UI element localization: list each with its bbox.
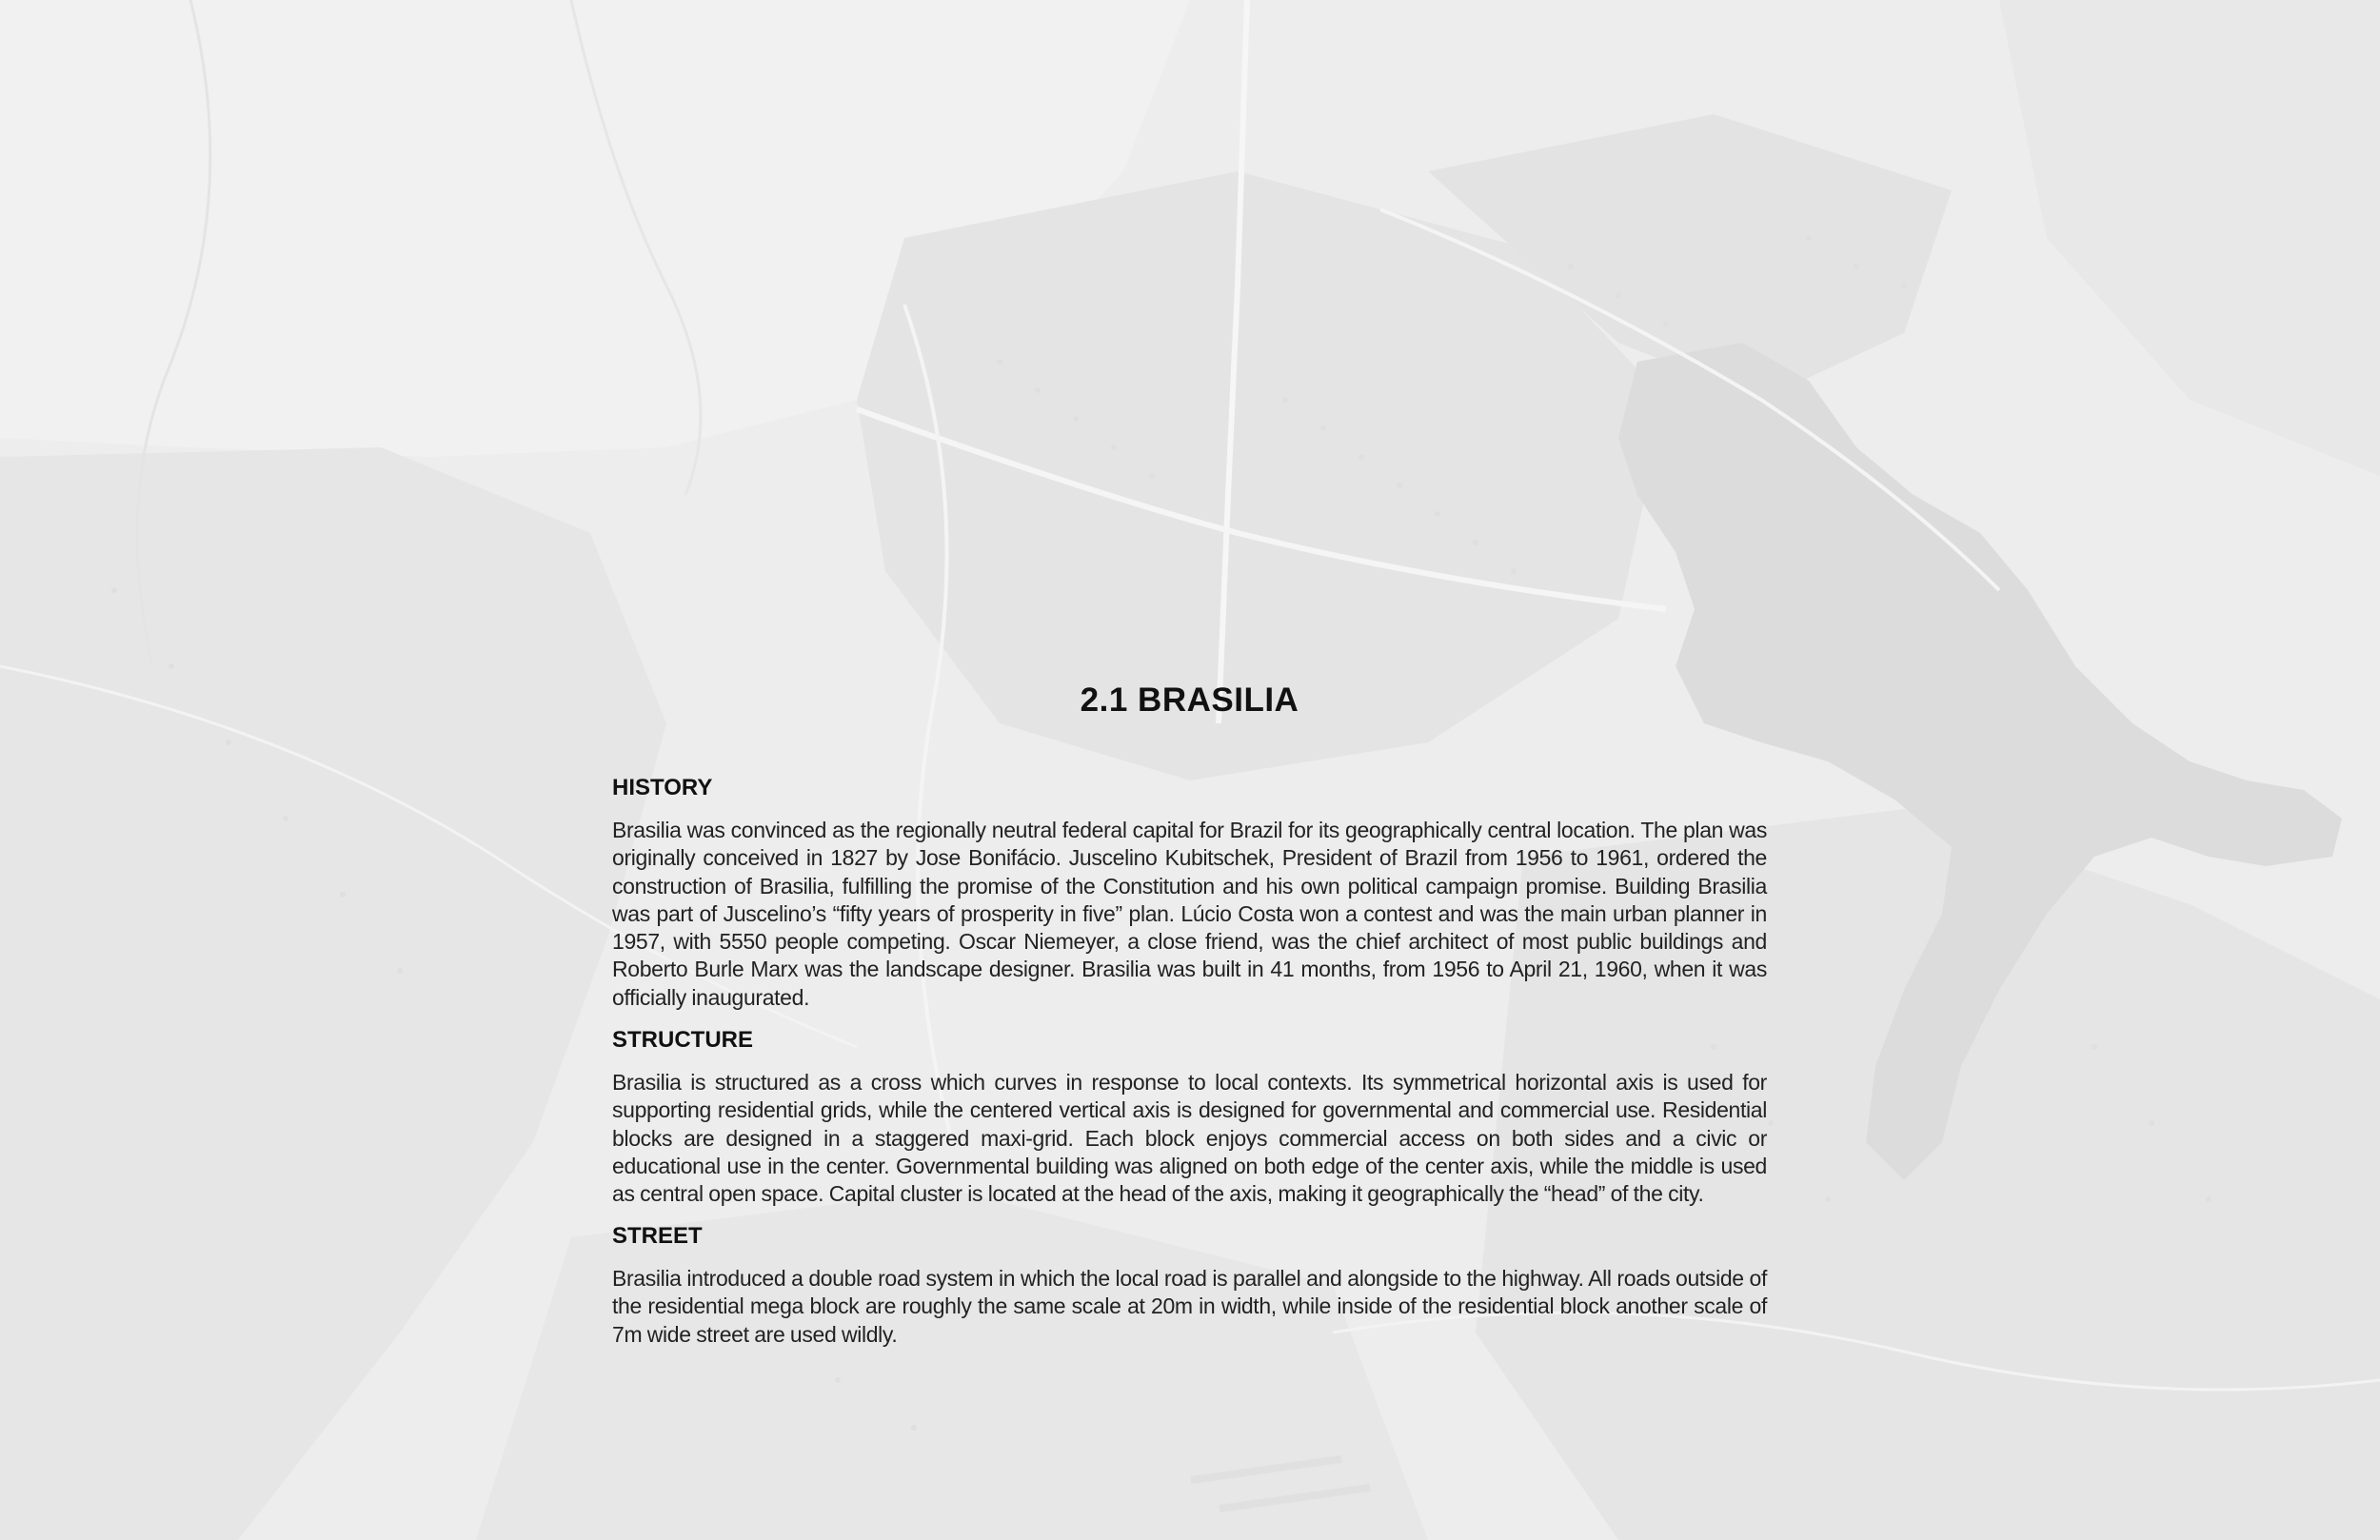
street-heading: STREET (612, 1223, 703, 1249)
street-paragraph: Brasilia introduced a double road system in which the local road is parallel and alongside to the highway. All roads outside of the residential mega block are roughly the same scale at 20m in width, while inside of the residential block another scale of 7m wide street are used wildly. (612, 1266, 1767, 1347)
structure-paragraph: Brasilia is structured as a cross which curves in response to local contexts. Its symmetrical horizontal axis is used for supporting residential grids, while the centered vertical axis is designed for governmental and commercial use. Residential blocks are designed in a staggered maxi-grid. Each block enjoys commercial access on both sides and a civic or educational use in the center. Governmental building was aligned on both edge of the center axis, while the middle is used as central open space. Capital cluster is located at the head of the axis, making it geographically the “head” of the city. (612, 1070, 1767, 1207)
page-title: 2.1 BRASILIA (1080, 681, 1299, 719)
structure-heading: STRUCTURE (612, 1027, 753, 1053)
history-paragraph: Brasilia was convinced as the regionally neutral federal capital for Brazil for its geographically central location. The plan was originally conceived in 1827 by Jose Bonifácio. Juscelino Kubitschek, President of Brazil from 1956 to 1961, ordered the construction of Brasilia, fulfilling the promise of the Constitution and his own political campaign promise. Building Brasilia was part of Juscelino’s “fifty years of prosperity in five” plan. Lúcio Costa won a contest and was the main urban planner in 1957, with 5550 people competing. Oscar Niemeyer, a close friend, was the chief architect of most public buildings and Roberto Burle Marx was the landscape designer. Brasilia was built in 41 months, from 1956 to April 21, 1960, when it was officially inaugurated. (612, 818, 1767, 1010)
history-heading: HISTORY (612, 775, 713, 800)
